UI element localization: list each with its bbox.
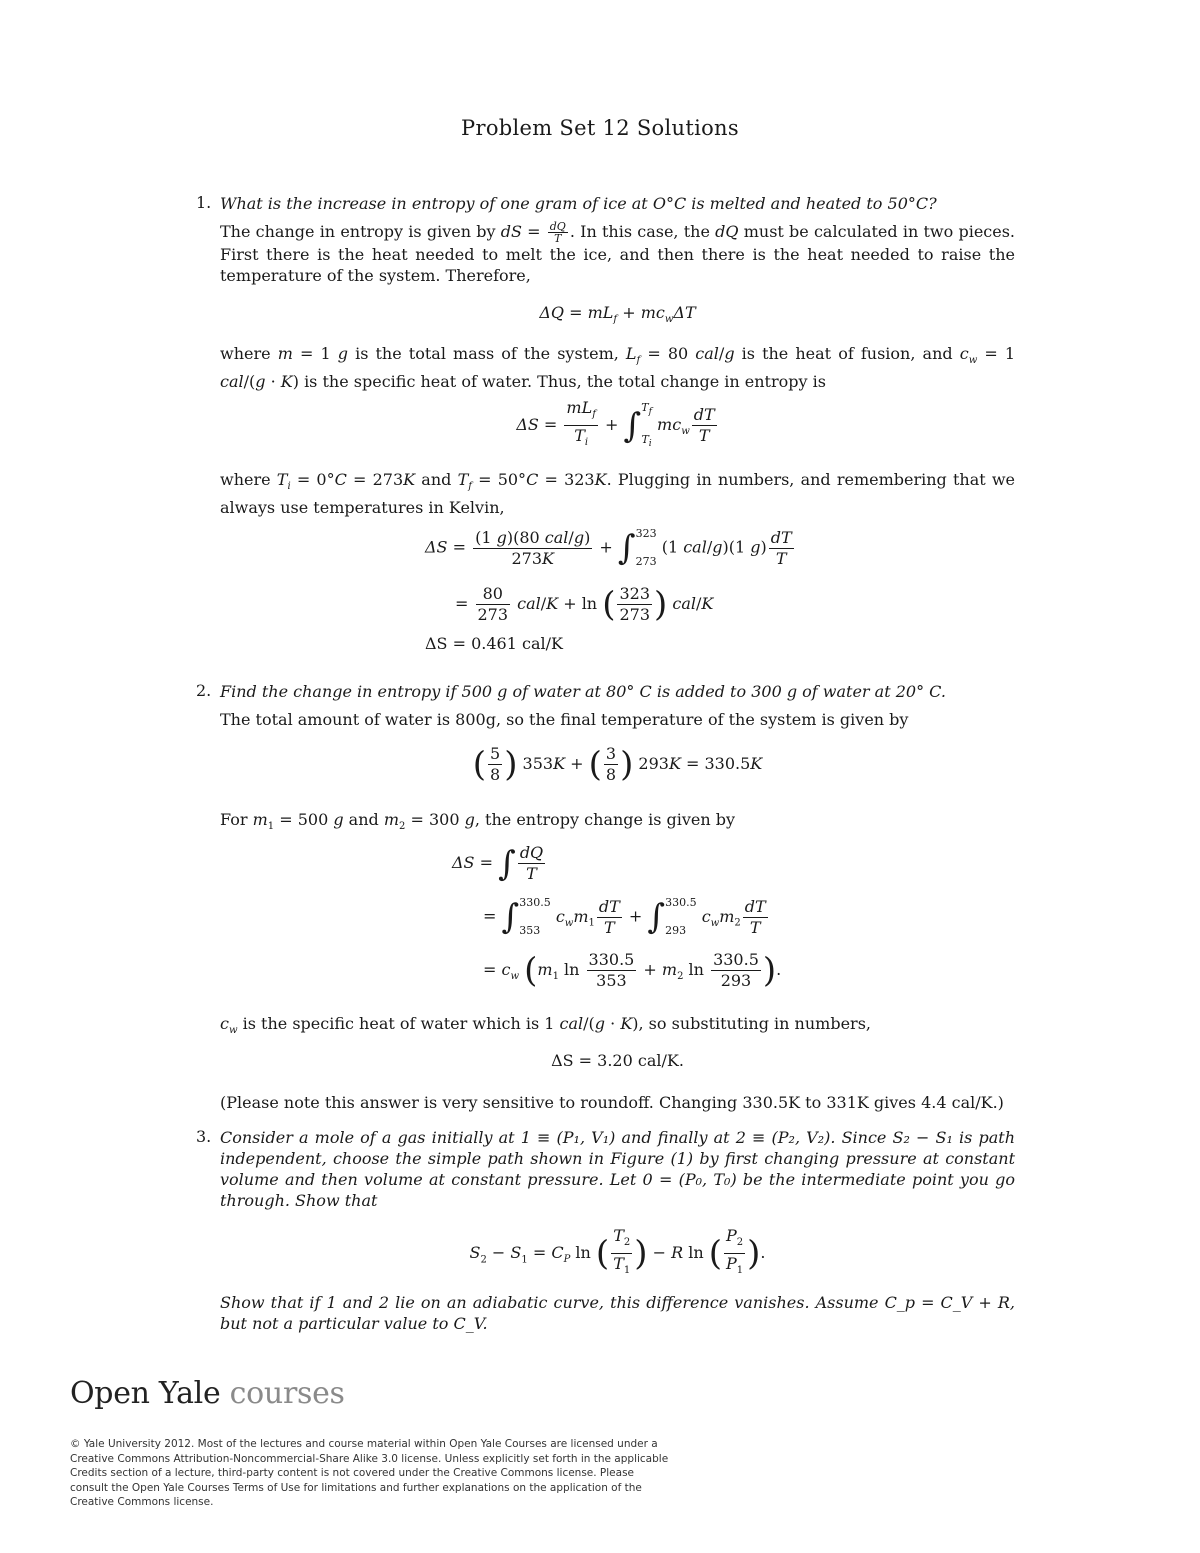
problem-2-entropy-log: = $c_w$ ($m_1$ ln $\frac{330.5}{353}$ + $m_2$ ln $\frac{330.5}{293}$ ). — [483, 950, 782, 991]
problem-1-heat-equation: $\Delta Q = mL_f + mc_w\Delta T$ — [539, 303, 696, 326]
problem-1-numeric-equation: ΔS = $\frac{\text{(1 g)(80 cal/g)}}{273K}$ + ∫ 323 273 (1 cal/g)(1 g) $\frac{dT}{T}$ — [425, 527, 792, 568]
problem-2-final-temperature-equation: ( $\frac{5}{8}$ ) 353K + ( $\frac{3}{8}$ ) 293K = 330.5K — [472, 744, 763, 785]
problem-3-equation: $S_2 - S_1 = C_P$ ln ( $\frac{T_2}{T_1}$ ) − R ln ( $\frac{P_2}{P_1}$ ). — [469, 1226, 766, 1277]
problem-1-temperatures: where $T_i = 0^\circ C = 273K$ and $T_f = 50^\circ C = 323K$. Plugging in numbers, and remembering that we always use temperatures in Kelvin, — [220, 470, 1016, 518]
problem-1-simplified-equation: = $\frac{80}{273}$ cal/K + ln ( $\frac{323}{273}$ ) cal/K — [455, 584, 714, 625]
problem-2-note: (Please note this answer is very sensitive to roundoff. Changing 330.5K to 331K gives 4.4 cal/K.) — [220, 1093, 1004, 1112]
problem-1-number: 1. — [196, 193, 212, 212]
problem-1-result: ΔS = 0.461 cal/K — [425, 634, 563, 653]
problem-2-specific-heat-text: $c_w$ is the specific heat of water which is 1 cal/(g · K), so substituting in numbers, — [220, 1014, 871, 1037]
problem-3-number: 3. — [196, 1127, 212, 1146]
problem-1-question: What is the increase in entropy of one gram of ice at O°C is melted and heated to 50°C? — [220, 194, 937, 213]
problem-3-question: Consider a mole of a gas initially at 1 ≡ (P₁, V₁) and finally at 2 ≡ (P₂, V₂). Since S₂ − S₁ is path independent, choose the simple path shown in Figure (1) by first changing pressure at constant volume and then volume at constant pressure. Let 0 = (P₀, T₀) be the intermediate point you go through. Show that — [220, 1128, 1015, 1210]
page-title: Problem Set 12 Solutions — [461, 116, 739, 140]
open-yale-courses-logo: Open Yale courses — [70, 1376, 345, 1411]
license-text: © Yale University 2012. Most of the lectures and course material within Open Yale Courses are licensed under a Creative Commons Attribution-Noncommercial-Share Alike 3.0 license. Unless explicitly set forth in the applicable Credits section of a lecture, third-party content is not covered under the Creative Commons license. Please consult the Open Yale Courses Terms of Use for limitations and further explanations on the application of the Creative Commons license. — [70, 1438, 669, 1508]
problem-2-text: The total amount of water is 800g, so the final temperature of the system is given by — [220, 710, 909, 729]
problem-2-entropy-integral: ΔS = ∫ $\frac{dQ}{T}$ — [452, 843, 544, 884]
problem-3-question-2: Show that if 1 and 2 lie on an adiabatic curve, this difference vanishes. Assume C_p = C_V + R, but not a particular value to C_V. — [220, 1293, 1015, 1333]
problem-2-question: Find the change in entropy if 500 g of water at 80° C is added to 300 g of water at 20° C. — [220, 682, 946, 701]
problem-1-entropy-equation: ΔS = $\frac{mL_f}{T_i}$ + ∫ $T_f$ $T_i$ $mc_w$ $\frac{dT}{T}$ — [516, 398, 715, 449]
problem-1-definitions: where m = 1 g is the total mass of the system, $L_f = 80$ cal/g is the heat of fusion, and $c_w = 1$ cal/(g · K) is the specific heat of water. Thus, the total change in entropy is — [220, 344, 1016, 392]
problem-2-masses-text: For $m_1 = 500$ g and $m_2 = 300$ g, the entropy change is given by — [220, 810, 736, 833]
problem-2-entropy-split: = ∫ 330.5 353 $c_wm_1$ $\frac{dT}{T}$ + ∫ 330.5 293 $c_wm_2$ $\frac{dT}{T}$ — [483, 896, 766, 937]
problem-1-intro: The change in entropy is given by dS = $\frac{dQ}{T}$ . In this case, the dQ must be calculated in two pieces. First there is the heat needed to melt the ice, and then there is the heat needed to raise the temperature of the system. Therefore, — [220, 220, 1016, 285]
problem-2-number: 2. — [196, 681, 212, 700]
problem-2-result: ΔS = 3.20 cal/K. — [551, 1051, 684, 1070]
